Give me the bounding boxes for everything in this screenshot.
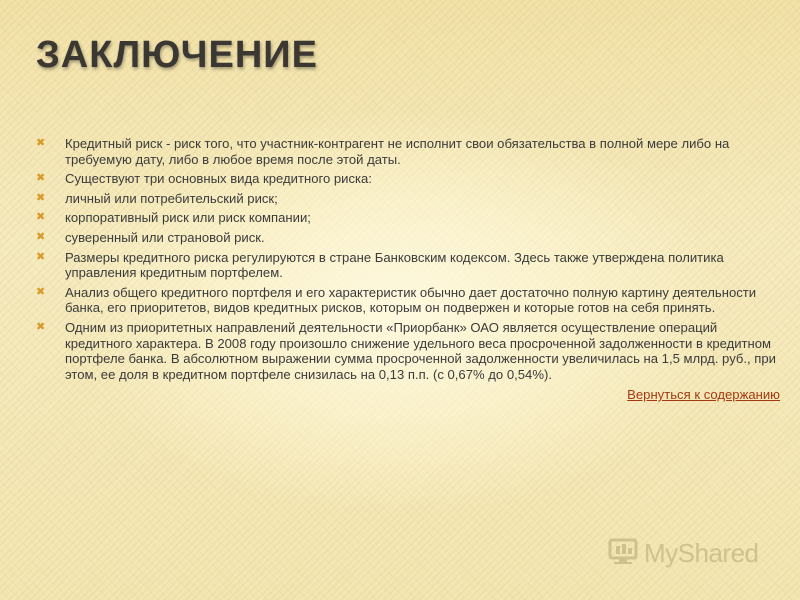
back-to-contents-link[interactable]: Вернуться к содержанию (627, 387, 780, 403)
bullet-text: суверенный или страновой риск. (65, 229, 265, 245)
slide-title: ЗАКЛЮЧЕНИЕ (36, 34, 318, 76)
bullet-text: Кредитный риск - риск того, что участник-контрагент не исполнит свои обязательства в полной мере либо на требуемую дату, либо в любое время после этой даты. (65, 136, 730, 167)
bullet-marker-icon: ✖ (36, 320, 46, 333)
bullet-marker-icon: ✖ (36, 250, 46, 263)
bullet-marker-icon: ✖ (36, 191, 46, 204)
bullet-marker-icon: ✖ (36, 230, 46, 243)
slide-content (36, 136, 780, 404)
bullet-text: корпоративный риск или риск компании; (65, 210, 311, 226)
bullet-list (36, 136, 780, 382)
bullet-text: Анализ общего кредитного портфеля и его характеристик обычно дает достаточно полную картину деятельности банка, его приоритетов, видов кредитных рисков, которым он подвержен и которые готов на себя принять. (65, 284, 757, 316)
bullet-item (36, 250, 780, 281)
myshared-logo-icon (606, 536, 640, 571)
bullet-text: Размеры кредитного риска регулируются в стране Банковским кодексом. Здесь также утверждена политика управления кредитным портфелем. (65, 249, 724, 281)
bullet-marker-icon: ✖ (36, 172, 46, 185)
bullet-marker-icon: ✖ (36, 285, 46, 298)
bullet-text: Существуют три основных вида кредитного риска: (65, 171, 372, 187)
myshared-watermark (606, 536, 759, 571)
bullet-marker-icon: ✖ (36, 137, 46, 149)
bullet-item (36, 285, 780, 316)
bullet-item (36, 171, 780, 187)
back-link-row (36, 386, 780, 404)
bullet-text: Одним из приоритетных направлений деятельности «Приорбанк» ОАО является осуществление операций кредитного характера. В 2008 году произошло снижение удельного веса просроченной задолженности в кредитном портфеле банка. В абсолютном выражении сумма просроченной задолженности увеличилась на 1,5 млрд. руб., при этом, ее доля в кредитном портфеле снизилась на 0,13 п.п. (с 0,67% до 0,54%). (65, 319, 776, 382)
bullet-text: личный или потребительский риск; (65, 190, 278, 206)
bullet-item (36, 136, 780, 167)
bullet-marker-icon: ✖ (36, 211, 46, 224)
watermark-text: MyShared (644, 538, 759, 568)
bullet-item (36, 320, 780, 382)
bullet-item (36, 210, 780, 226)
bullet-item (36, 230, 780, 246)
bullet-item (36, 191, 780, 207)
